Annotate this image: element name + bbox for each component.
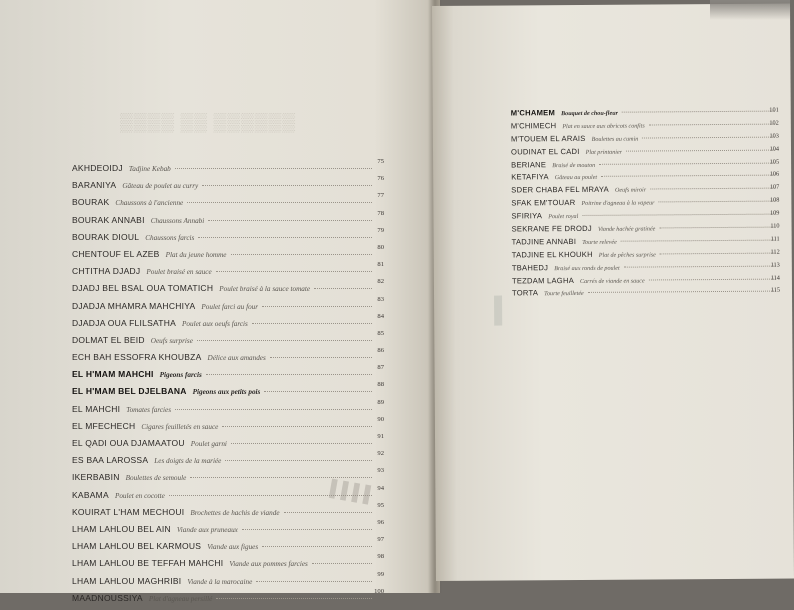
recipe-name: EL H'MAM MAHCHI bbox=[72, 369, 154, 380]
recipe-name: BOURAK ANNABI bbox=[72, 214, 145, 225]
page-number: 77 bbox=[377, 192, 384, 200]
recipe-name: BARANIYA bbox=[72, 180, 117, 191]
recipe-description: Viande à la marocaine bbox=[187, 577, 253, 586]
recipe-name: DJADJA OUA FLILSATHA bbox=[72, 317, 177, 328]
recipe-name: CHTITHA DJADJ bbox=[72, 266, 141, 277]
page-number: 110 bbox=[770, 222, 780, 230]
recipe-name: ECH BAH ESSOFRA KHOUBZA bbox=[72, 352, 202, 363]
dot-leader bbox=[169, 495, 372, 496]
recipe-name: DJADJA MHAMRA MAHCHIYA bbox=[72, 300, 196, 311]
recipe-name: OUDINAT EL CADI bbox=[510, 146, 580, 157]
dot-leader bbox=[262, 546, 372, 547]
recipe-description: Boulettes au cumin bbox=[591, 136, 639, 143]
recipe-description: Tourte feuilletée bbox=[544, 291, 584, 298]
dot-leader bbox=[312, 563, 372, 564]
page-number: 109 bbox=[769, 209, 780, 217]
recipe-name: SFAK EM'TOUAR bbox=[511, 198, 576, 208]
dot-leader bbox=[264, 391, 372, 392]
page-number: 83 bbox=[377, 295, 384, 303]
dot-leader bbox=[175, 168, 372, 169]
recipe-name: SFIRIYA bbox=[511, 211, 543, 221]
dot-leader bbox=[659, 227, 775, 229]
page-number: 90 bbox=[377, 415, 384, 423]
dot-leader bbox=[197, 340, 372, 341]
dot-leader bbox=[202, 185, 372, 186]
dot-leader bbox=[262, 306, 372, 307]
page-number: 112 bbox=[770, 248, 780, 256]
dot-leader bbox=[649, 124, 775, 126]
page-number: 95 bbox=[377, 501, 384, 509]
page-number: 88 bbox=[377, 381, 384, 389]
recipe-name: LHAM LAHLOU BEL AIN bbox=[72, 523, 171, 534]
recipe-description: Les doigts de la mariée bbox=[154, 457, 222, 466]
recipe-description: Poulet farci au four bbox=[201, 302, 259, 311]
recipe-description: Plat du jeune homme bbox=[165, 250, 227, 259]
recipe-name: IKERBABIN bbox=[72, 472, 120, 483]
dot-leader bbox=[314, 288, 372, 289]
recipe-description: Boulettes de semoule bbox=[125, 474, 187, 483]
dot-leader bbox=[231, 254, 373, 255]
page-number: 94 bbox=[377, 484, 384, 492]
dot-leader bbox=[599, 162, 775, 164]
bleed-through-heading: ▒▒▒▒ ▒▒ ▒▒▒▒▒▒ bbox=[120, 112, 297, 132]
dot-leader bbox=[642, 136, 775, 138]
page-number: 105 bbox=[769, 158, 780, 166]
page-number: 87 bbox=[377, 364, 384, 372]
bleed-through-mark-right bbox=[494, 296, 502, 326]
page-number: 75 bbox=[377, 158, 384, 165]
recipe-description: Viande aux figues bbox=[207, 543, 259, 552]
page-number: 86 bbox=[377, 347, 384, 355]
recipe-description: Chaussons Annabi bbox=[150, 216, 205, 225]
recipe-description: Chaussons farcis bbox=[145, 233, 195, 242]
dot-leader bbox=[624, 265, 776, 267]
dot-leader bbox=[601, 175, 775, 177]
dot-leader bbox=[231, 443, 372, 444]
dot-leader bbox=[588, 291, 776, 293]
dot-leader bbox=[252, 323, 372, 324]
recipe-description: Poulet braisé en sauce bbox=[146, 268, 212, 277]
recipe-name: BERIANE bbox=[511, 159, 547, 170]
dot-leader bbox=[270, 357, 372, 358]
page-number: 84 bbox=[377, 312, 384, 320]
page-number: 103 bbox=[769, 132, 779, 140]
right-page bbox=[432, 4, 794, 581]
page-number: 96 bbox=[377, 518, 384, 526]
recipe-name: AKHDEOIDJ bbox=[72, 163, 123, 173]
recipe-name: EL QADI OUA DJAMAATOU bbox=[72, 438, 185, 448]
bleed-through-mark: ▌▌▌▌ bbox=[328, 480, 377, 505]
recipe-description: Tadjine Kebab bbox=[128, 165, 171, 173]
recipe-name: M'TOUEM EL ARAIS bbox=[510, 133, 586, 144]
dot-leader bbox=[208, 220, 372, 221]
recipe-name: LHAM LAHLOU BEL KARMOUS bbox=[72, 541, 202, 552]
recipe-description: Braisé de mouton bbox=[552, 162, 596, 169]
dot-leader bbox=[242, 529, 372, 530]
dot-leader bbox=[626, 149, 775, 151]
recipe-name: TADJINE ANNABI bbox=[511, 236, 577, 247]
recipe-description: Viande hachée gratinée bbox=[597, 226, 656, 233]
page-number: 102 bbox=[769, 119, 779, 127]
dot-leader bbox=[222, 426, 372, 427]
recipe-description: Poulet royal bbox=[548, 214, 579, 221]
page-number: 81 bbox=[377, 261, 384, 269]
dot-leader bbox=[206, 374, 372, 375]
recipe-name: BOURAK bbox=[72, 197, 110, 208]
page-number: 106 bbox=[769, 171, 780, 179]
dot-leader bbox=[198, 237, 372, 238]
recipe-name: KETAFIYA bbox=[511, 172, 549, 182]
dot-leader bbox=[216, 271, 372, 272]
page-number: 108 bbox=[769, 196, 780, 204]
index-entry bbox=[512, 287, 780, 302]
recipe-description: Oeufs miroir bbox=[614, 187, 647, 195]
page-number: 80 bbox=[377, 243, 384, 251]
recipe-name: KOUIRAT L'HAM MECHOUI bbox=[72, 506, 185, 517]
recipe-name: KABAMA bbox=[72, 489, 109, 500]
recipe-name: M'CHIMECH bbox=[510, 121, 557, 131]
recipe-name: ES BAA LAROSSA bbox=[72, 455, 149, 466]
page-number: 113 bbox=[770, 261, 780, 269]
recipe-name: SEKRANE FE DRODJ bbox=[511, 223, 592, 234]
dot-leader bbox=[187, 202, 372, 203]
recipe-description: Pigeons farcis bbox=[159, 371, 202, 380]
page-number: 104 bbox=[769, 145, 780, 153]
recipe-description: Plat d'agneau persillé bbox=[148, 594, 213, 603]
recipe-name: EL H'MAM BEL DJELBANA bbox=[72, 386, 187, 397]
page-number: 111 bbox=[770, 235, 780, 243]
page-number: 99 bbox=[377, 570, 384, 578]
recipe-name: EL MAHCHI bbox=[72, 403, 121, 414]
page-number: 93 bbox=[377, 467, 384, 475]
page-number: 82 bbox=[377, 278, 384, 286]
recipe-name: LHAM LAHLOU MAGHRIBI bbox=[72, 575, 182, 586]
recipe-description: Oeufs surprise bbox=[150, 336, 193, 345]
dot-leader bbox=[190, 477, 372, 478]
recipe-description: Poulet garni bbox=[190, 440, 227, 448]
page-number: 91 bbox=[377, 433, 384, 440]
recipe-name: SDER CHABA FEL MRAYA bbox=[511, 185, 610, 195]
recipe-name: TORTA bbox=[511, 288, 539, 298]
page-number: 114 bbox=[770, 274, 780, 282]
recipe-description: Viande aux pommes farcies bbox=[229, 560, 308, 569]
page-number: 115 bbox=[770, 287, 781, 295]
left-index-list bbox=[72, 158, 384, 610]
page-number: 78 bbox=[377, 209, 384, 217]
recipe-description: Délice aux amandes bbox=[207, 354, 266, 363]
recipe-description: Bouquet de chou-fleur bbox=[561, 110, 618, 118]
recipe-description: Plat de pêches surprise bbox=[598, 252, 656, 259]
page-number: 92 bbox=[377, 450, 384, 458]
recipe-description: Gâteau de poulet au curry bbox=[122, 182, 199, 191]
recipe-name: TBAHEDJ bbox=[511, 262, 549, 273]
recipe-description: Carrés de viande en sauce bbox=[579, 278, 645, 285]
dot-leader bbox=[660, 252, 776, 254]
dot-leader bbox=[659, 201, 776, 203]
dot-leader bbox=[649, 278, 776, 280]
recipe-name: MAADNOUSSIYA bbox=[72, 592, 143, 603]
page-number: 76 bbox=[377, 175, 384, 183]
background-corner bbox=[710, 0, 790, 20]
right-index-list bbox=[511, 107, 780, 302]
recipe-name: M'CHAMEM bbox=[510, 108, 556, 118]
recipe-description: Poulet aux oeufs farcis bbox=[182, 319, 248, 328]
recipe-name: CHENTOUF EL AZEB bbox=[72, 248, 160, 259]
page-number: 107 bbox=[769, 183, 780, 191]
page-number: 101 bbox=[769, 106, 779, 114]
dot-leader bbox=[216, 598, 372, 599]
recipe-description: Gâteau au poulet bbox=[554, 175, 598, 182]
dot-leader bbox=[284, 512, 372, 513]
recipe-description: Poitrine d'agneau à la vapeur bbox=[581, 200, 655, 208]
page-number: 100 bbox=[374, 587, 384, 595]
recipe-name: DOLMAT EL BEID bbox=[72, 334, 145, 345]
dot-leader bbox=[225, 460, 372, 461]
recipe-name: TADJINE EL KHOUKH bbox=[511, 249, 593, 260]
recipe-description: Cigares feuilletés en sauce bbox=[141, 422, 219, 431]
recipe-name: LHAM LAHLOU BE TEFFAH MAHCHI bbox=[72, 558, 224, 569]
recipe-description: Viande aux pruneaux bbox=[176, 525, 238, 534]
dot-leader bbox=[621, 240, 776, 242]
index-entry bbox=[72, 587, 384, 610]
page-number: 79 bbox=[377, 226, 384, 234]
recipe-description: Plat printanier bbox=[585, 149, 623, 156]
page-number: 85 bbox=[377, 329, 384, 337]
dot-leader bbox=[650, 188, 775, 190]
page-number: 98 bbox=[377, 553, 384, 561]
recipe-description: Pigeons aux petits pois bbox=[192, 388, 261, 397]
recipe-description: Tourte relevée bbox=[582, 239, 617, 246]
recipe-description: Plat en sauce aux abricots confits bbox=[562, 123, 645, 130]
dot-leader bbox=[175, 409, 372, 410]
page-number: 89 bbox=[377, 398, 384, 406]
recipe-description: Tomates farcies bbox=[126, 405, 172, 414]
dot-leader bbox=[622, 111, 775, 113]
recipe-description: Brochettes de hachis de viande bbox=[190, 508, 280, 517]
recipe-description: Poulet en cocotte bbox=[114, 491, 165, 500]
recipe-description: Braisé aux ronds de poulet bbox=[554, 265, 620, 272]
recipe-description: Chaussons à l'ancienne bbox=[115, 199, 184, 208]
recipe-name: DJADJ BEL BSAL OUA TOMATICH bbox=[72, 283, 214, 294]
recipe-description: Poulet braisé à la sauce tomate bbox=[219, 285, 311, 294]
dot-leader bbox=[582, 214, 775, 216]
recipe-name: EL MFECHECH bbox=[72, 420, 136, 431]
recipe-name: TEZDAM LAGHA bbox=[511, 275, 575, 286]
recipe-name: BOURAK DIOUL bbox=[72, 231, 140, 242]
page-number: 97 bbox=[377, 536, 384, 544]
dot-leader bbox=[256, 581, 372, 582]
